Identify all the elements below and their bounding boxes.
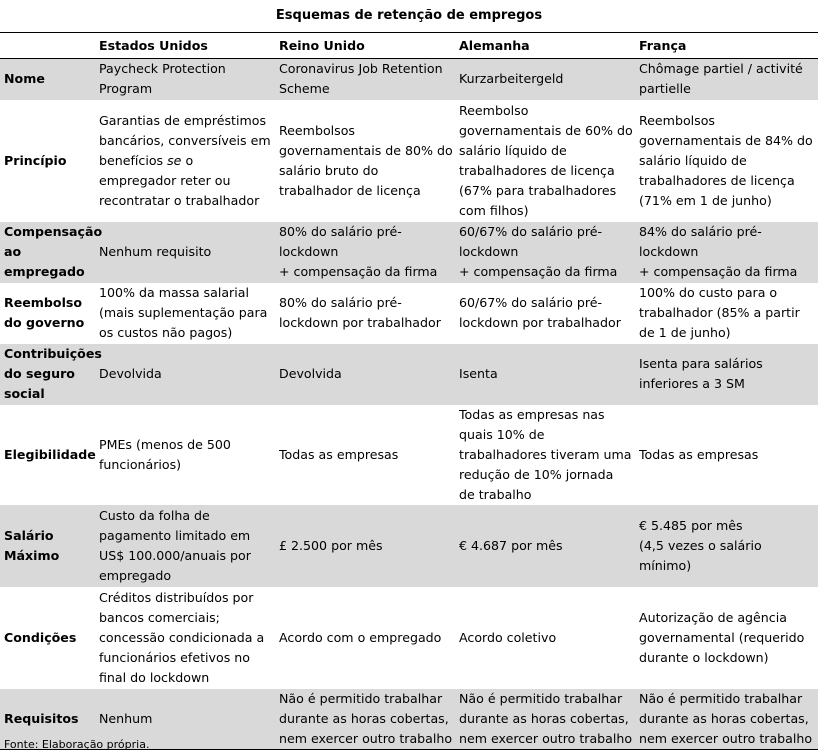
cell-germany: 60/67% do salário pré-lockdown + compensação da firma bbox=[455, 222, 635, 283]
row-label: Princípio bbox=[0, 100, 95, 222]
cell-france: Todas as empresas bbox=[635, 405, 818, 505]
cell-france: 100% do custo para o trabalhador (85% a partir de 1 de junho) bbox=[635, 283, 818, 344]
cell-france: Não é permitido trabalhar durante as horas cobertas, nem exercer outro trabalho bbox=[635, 689, 818, 750]
cell-usa: Créditos distribuídos por bancos comerciais; concessão condicionada a funcionários efetivos no final do lockdown bbox=[95, 587, 275, 689]
table-row bbox=[0, 587, 818, 689]
row-label: Nome bbox=[0, 59, 95, 100]
cell-france: 84% do salário pré-lockdown + compensação da firma bbox=[635, 222, 818, 283]
header-cell-france: França bbox=[635, 33, 818, 59]
row-label: Reembolso do governo bbox=[0, 283, 95, 344]
cell-usa: Paycheck Protection Program bbox=[95, 59, 275, 100]
cell-france: Autorização de agência governamental (requerido durante o lockdown) bbox=[635, 587, 818, 689]
cell-france: € 5.485 por mês (4,5 vezes o salário mínimo) bbox=[635, 505, 818, 587]
row-label: Requisitos bbox=[0, 689, 95, 750]
row-label: Elegibilidade bbox=[0, 405, 95, 505]
cell-uk: Reembolsos governamentais de 80% do salário bruto do trabalhador de licença bbox=[275, 100, 455, 222]
job-retention-table bbox=[0, 32, 818, 750]
cell-france: Reembolsos governamentais de 84% do salário líquido de trabalhadores de licença (71% em 1 de junho) bbox=[635, 100, 818, 222]
cell-uk: Não é permitido trabalhar durante as horas cobertas, nem exercer outro trabalho bbox=[275, 689, 455, 750]
header-cell-usa: Estados Unidos bbox=[95, 33, 275, 59]
row-label: Salário Máximo bbox=[0, 505, 95, 587]
cell-usa: Custo da folha de pagamento limitado em US$ 100.000/anuais por empregado bbox=[95, 505, 275, 587]
header-cell-empty bbox=[0, 33, 95, 59]
cell-france: Chômage partiel / activité partielle bbox=[635, 59, 818, 100]
emphasis: se bbox=[167, 152, 182, 168]
table-row bbox=[0, 344, 818, 405]
cell-germany: € 4.687 por mês bbox=[455, 505, 635, 587]
header-cell-uk: Reino Unido bbox=[275, 33, 455, 59]
cell-usa: PMEs (menos de 500 funcionários) bbox=[95, 405, 275, 505]
cell-germany: Reembolso governamentais de 60% do salário líquido de trabalhadores de licença (67% para trabalhadores com filhos) bbox=[455, 100, 635, 222]
cell-uk: Acordo com o empregado bbox=[275, 587, 455, 689]
cell-usa: Nenhum requisito bbox=[95, 222, 275, 283]
table-row bbox=[0, 505, 818, 587]
row-label: Compensação ao empregado bbox=[0, 222, 95, 283]
cell-uk: £ 2.500 por mês bbox=[275, 505, 455, 587]
table-row bbox=[0, 405, 818, 505]
cell-uk: 80% do salário pré-lockdown por trabalhador bbox=[275, 283, 455, 344]
cell-uk: 80% do salário pré-lockdown + compensação da firma bbox=[275, 222, 455, 283]
cell-germany: Kurzarbeitergeld bbox=[455, 59, 635, 100]
cell-uk: Todas as empresas bbox=[275, 405, 455, 505]
table-row bbox=[0, 222, 818, 283]
table-row bbox=[0, 100, 818, 222]
row-label: Condições bbox=[0, 587, 95, 689]
header-cell-germany: Alemanha bbox=[455, 33, 635, 59]
table-row bbox=[0, 283, 818, 344]
table-title: Esquemas de retenção de empregos bbox=[275, 8, 543, 23]
cell-uk: Devolvida bbox=[275, 344, 455, 405]
cell-usa: Nenhum bbox=[95, 689, 275, 750]
table-row bbox=[0, 59, 818, 100]
cell-usa: Devolvida bbox=[95, 344, 275, 405]
cell-germany: Isenta bbox=[455, 344, 635, 405]
cell-uk: Coronavirus Job Retention Scheme bbox=[275, 59, 455, 100]
row-label: Contribuições do seguro social bbox=[0, 344, 95, 405]
cell-germany: Não é permitido trabalhar durante as horas cobertas, nem exercer outro trabalho bbox=[455, 689, 635, 750]
source-note: Fonte: Elaboração própria. bbox=[4, 738, 150, 751]
cell-france: Isenta para salários inferiores a 3 SM bbox=[635, 344, 818, 405]
header-row bbox=[0, 33, 818, 59]
cell-germany: Acordo coletivo bbox=[455, 587, 635, 689]
cell-germany: 60/67% do salário pré-lockdown por trabalhador bbox=[455, 283, 635, 344]
cell-usa: 100% da massa salarial (mais suplementação para os custos não pagos) bbox=[95, 283, 275, 344]
cell-germany: Todas as empresas nas quais 10% de trabalhadores tiveram uma redução de 10% jornada de trabalho bbox=[455, 405, 635, 505]
cell-usa: Garantias de empréstimos bancários, conversíveis em benefícios se o empregador reter ou recontratar o trabalhador bbox=[95, 100, 275, 222]
